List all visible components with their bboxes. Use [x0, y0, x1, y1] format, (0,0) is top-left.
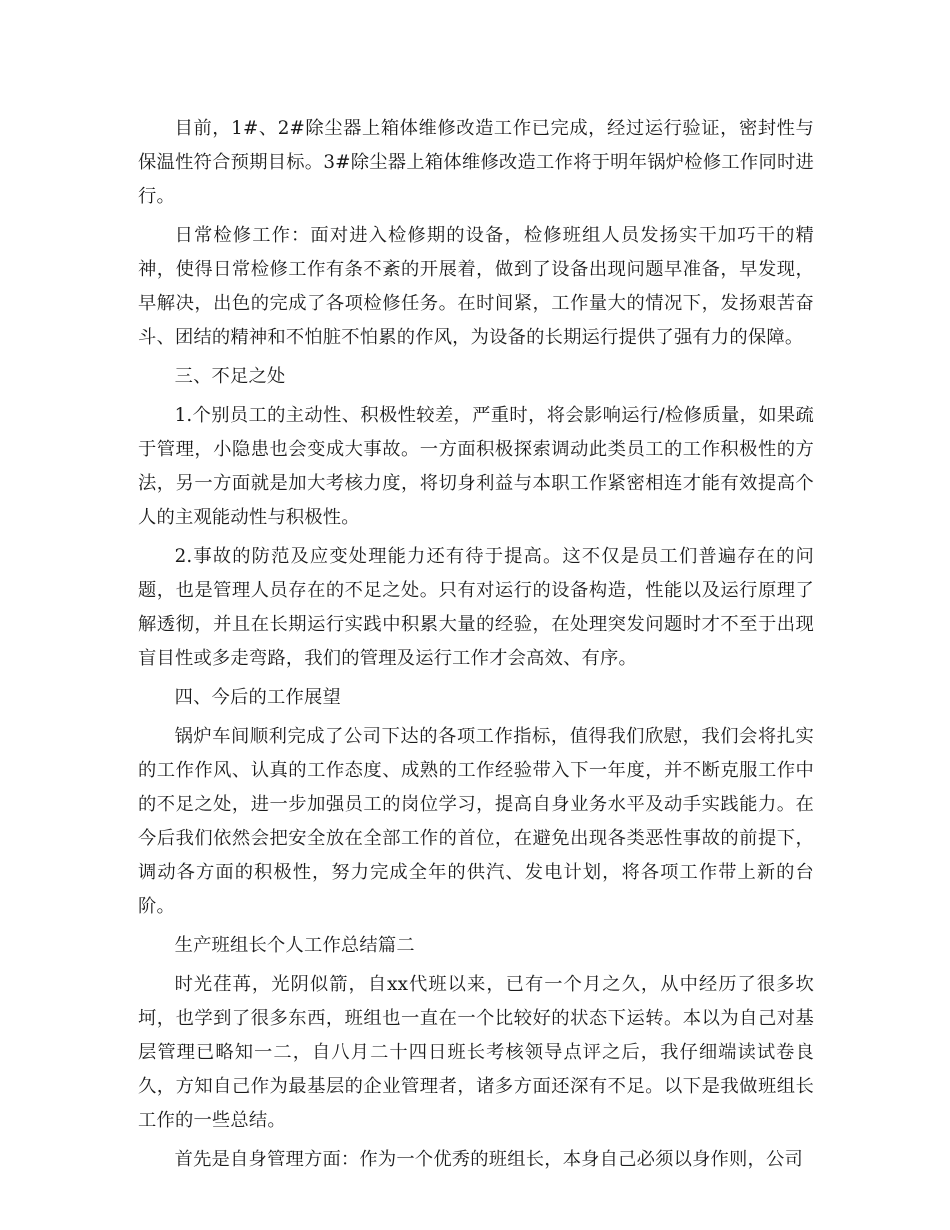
paragraph-outlook: 锅炉车间顺利完成了公司下达的各项工作指标，值得我们欣慰，我们会将扎实的工作作风、认真的工作态度、成熟的工作经验带入下一年度，并不断克服工作中的不足之处，进一步加强员工的岗位学习，提高自身业务水平及动手实践能力。在今后我们依然会把安全放在全部工作的首位，在避免出现各类恶性事故的前提下，调动各方面的积极性，努力完成全年的供汽、发电计划，将各项工作带上新的台阶。: [138, 726, 814, 917]
paragraph-intro-part-two: 时光荏苒，光阴似箭，自xx代班以来，已有一个月之久，从中经历了很多坎坷，也学到了很多东西，班组也一直在一个比较好的状态下运转。本以为自己对基层管理已略知一二，自八月二十四日班长考核领导点评之后，我仔细端读试卷良久，方知自己作为最基层的企业管理者，诸多方面还深有不足。以下是我做班组长工作的一些总结。: [138, 974, 814, 1131]
paragraph-self-management: 首先是自身管理方面：作为一个优秀的班组长，本身自己必须以身作则，公司: [174, 1149, 803, 1170]
article-title-part-two: 生产班组长个人工作总结篇二: [174, 935, 415, 956]
section-heading-shortcomings: 三、不足之处: [174, 366, 286, 387]
paragraph-shortcoming-2: 2.事故的防范及应变处理能力还有待于提高。这不仅是员工们普遍存在的问题，也是管理人员存在的不足之处。只有对运行的设备构造，性能以及运行原理了解透彻，并且在长期运行实践中积累大量的经验，在处理突发问题时才不至于出现盲目性或多走弯路，我们的管理及运行工作才会高效、有序。: [138, 546, 814, 669]
paragraph-daily-maintenance: 日常检修工作：面对进入检修期的设备，检修班组人员发扬实干加巧干的精神，使得日常检修工作有条不紊的开展着，做到了设备出现问题早准备，早发现，早解决，出色的完成了各项检修任务。在时间紧，工作量大的情况下，发扬艰苦奋斗、团结的精神和不怕脏不怕累的作风，为设备的长期运行提供了强有力的保障。: [138, 225, 814, 348]
paragraph-shortcoming-1: 1.个别员工的主动性、积极性较差，严重时，将会影响运行/检修质量，如果疏于管理，小隐患也会变成大事故。一方面积极探索调动此类员工的工作积极性的方法，另一方面就是加大考核力度，将切身利益与本职工作紧密相连才能有效提高个人的主观能动性与积极性。: [138, 405, 814, 528]
paragraph-dust-collector-status: 目前，1#、2#除尘器上箱体维修改造工作已完成，经过运行验证，密封性与保温性符合预期目标。3#除尘器上箱体维修改造工作将于明年锅炉检修工作同时进行。: [138, 118, 814, 207]
section-heading-outlook: 四、今后的工作展望: [174, 687, 341, 708]
document-body: [138, 112, 814, 1182]
